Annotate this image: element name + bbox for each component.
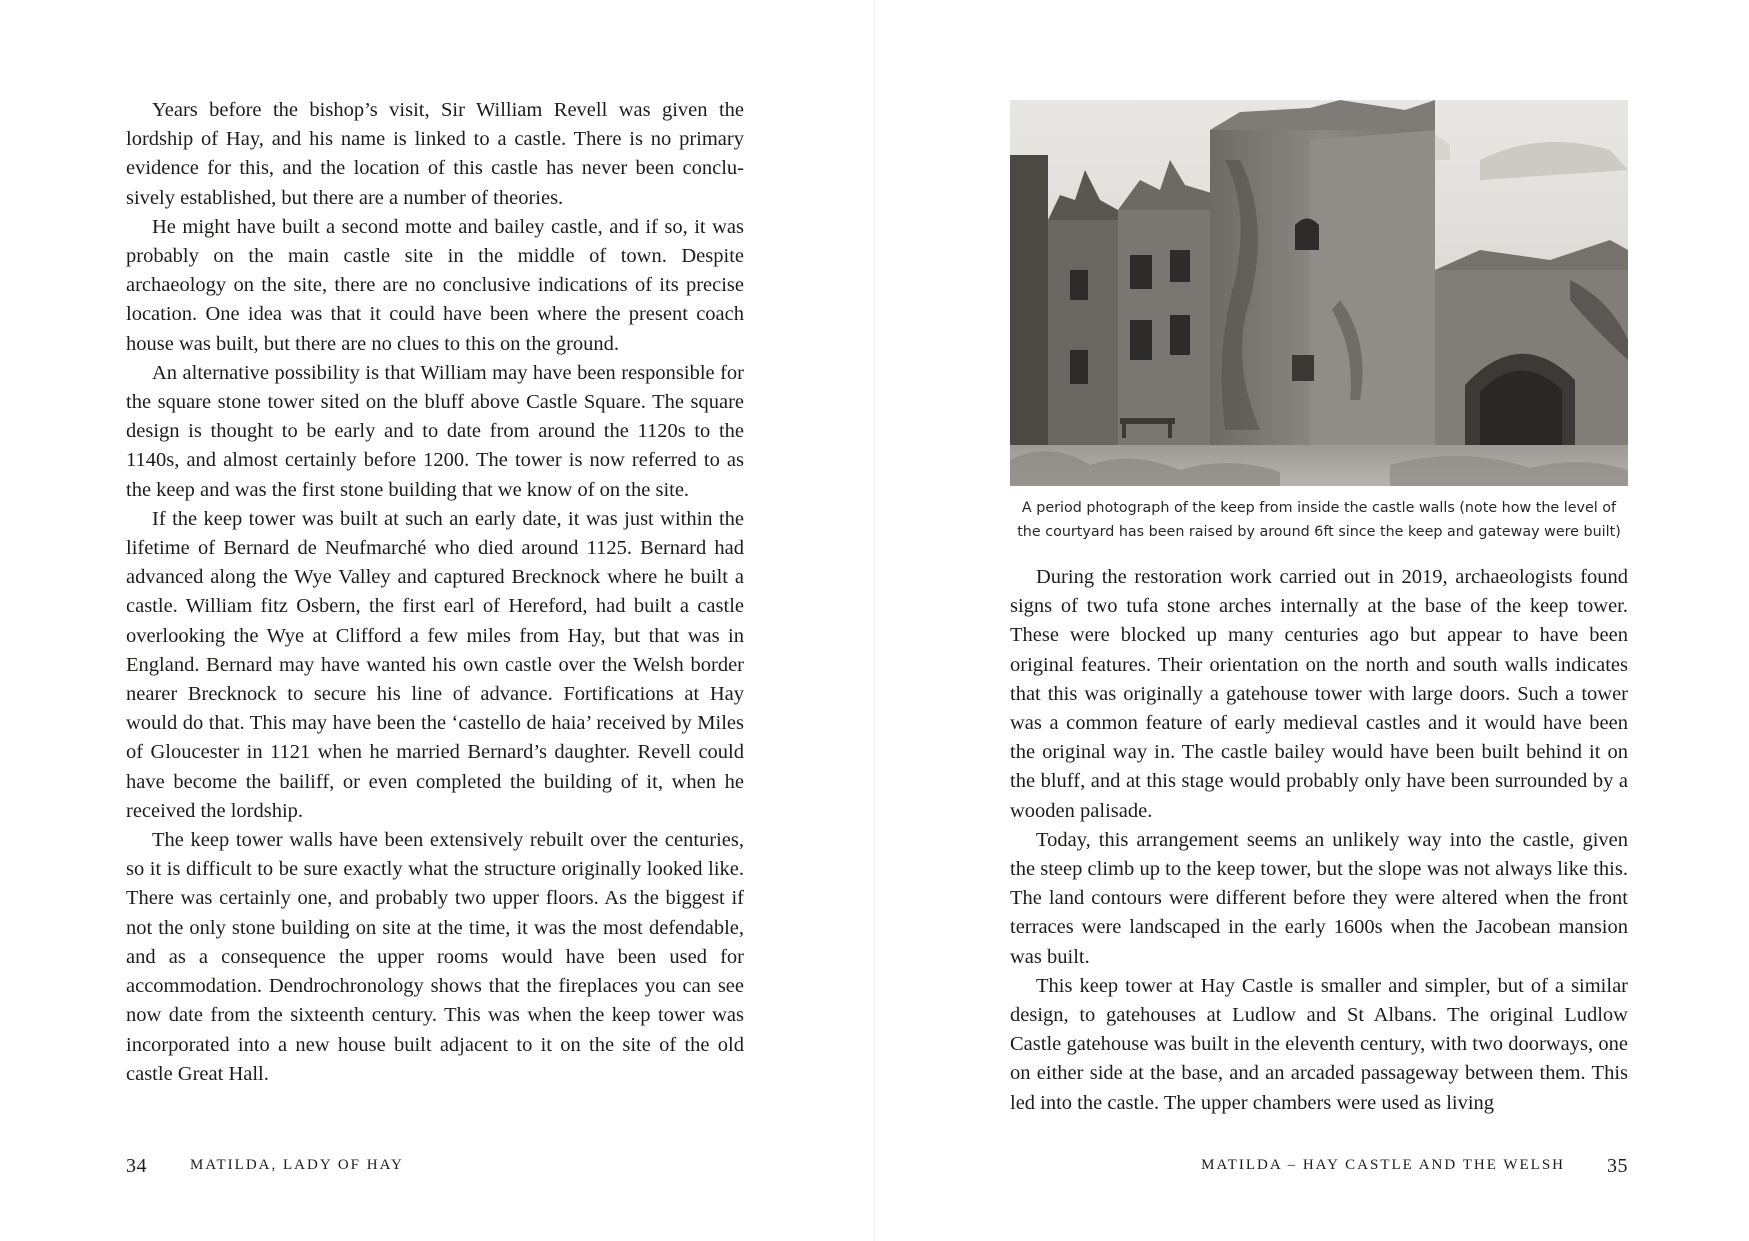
paragraph: Today, this arrangement seems an unlikely way into the castle, given the steep climb up to the keep tower, but the slope was not always like this. The land contours were different before they were altered when the front terraces were landscaped in the early 1600s when the Jacobean mansion was built. [1010,828,1628,968]
paragraph: An alternative possibility is that William may have been responsible for the square stone tower sited on the bluff above Castle Square. The square design is thought to be early and to date from around the 1120s to the 1140s, and almost certainly before 1200. The tower is now referred to as the keep and was the first stone building that we know of on the site. [126,361,744,501]
right-page [875,0,1749,1241]
caption-line: A period photograph of the keep from inside the castle walls (note how the level of [1021,500,1617,516]
figure-caption [985,496,1653,544]
paragraph: Years before the bishop’s visit, Sir William Revell was given the lordship of Hay, and his name is linked to a castle. There is no primary evidence for this, and the location of this castle has never been conclusively established, but there are a number of theories. [126,99,744,209]
running-head: MATILDA, LADY OF HAY [190,1157,404,1173]
running-head: MATILDA – HAY CASTLE AND THE WELSH [1201,1157,1565,1173]
page-number: 34 [126,1155,147,1177]
caption-line: the courtyard has been raised by around 6ft since the keep and gateway were built) [1017,524,1621,540]
paragraph: The keep tower walls have been extensively rebuilt over the centuries, so it is difficult to be sure exactly what the structure originally looked like. There was certainly one, and probably two upper floors. As the biggest if not the only stone building on site at the time, it was the most defendable, and as a consequence the upper rooms would have been used for accommodation. Dendrochronology shows that the fireplaces you can see now date from the sixteenth century. This was when the keep tower was incorporated into a new house built adjacent to it on the site of the old castle Great Hall. [126,829,744,1085]
right-body-text [1010,563,1628,1118]
page-number: 35 [1607,1155,1628,1177]
castle-keep-photograph [1010,100,1628,486]
paragraph: During the restoration work carried out in 2019, archaeologists found signs of two tufa stone arches internally at the base of the keep tower. These were blocked up many centuries ago but appear to have been original features. Their orientation on the north and south walls indicates that this was originally a gatehouse tower with large doors. Such a tower was a common feature of early medieval castles and it would have been the original way in. The castle bailey would have been built behind it on the bluff, and at this stage would probably only have been surrounded by a wooden palisade. [1010,566,1628,822]
left-page [0,0,874,1241]
left-body-text [126,96,744,1089]
paragraph: This keep tower at Hay Castle is smaller and simpler, but of a similar design, to gatehouses at Ludlow and St Albans. The original Ludlow Castle gatehouse was built in the eleventh century, with two doorways, one on either side at the base, and an arcaded passageway between them. This led into the castle. The upper chambers were used as living [1010,974,1628,1114]
paragraph: If the keep tower was built at such an early date, it was just within the lifetime of Bernard de Neufmarché who died around 1125. Bernard had advanced along the Wye Valley and captured Brecknock where he built a castle. William fitz Osbern, the first earl of Hereford, had built a castle overlooking the Wye at Clifford a few miles from Hay, but that was in England. Bernard may have wanted his own castle over the Welsh border nearer Brecknock to secure his line of advance. Fortifications at Hay would do that. This may have been the ‘castello de haia’ received by Miles of Gloucester in 1121 when he married Bernard’s daughter. Revell could have become the bailiff, or even completed the building of it, when he received the lordship. [126,507,744,822]
paragraph: He might have built a second motte and bailey castle, and if so, it was probably on the main castle site in the middle of town. Despite archaeology on the site, there are no conclusive indications of its precise location. One idea was that it could have been where the present coach house was built, but there are no clues to this on the ground. [126,215,744,355]
